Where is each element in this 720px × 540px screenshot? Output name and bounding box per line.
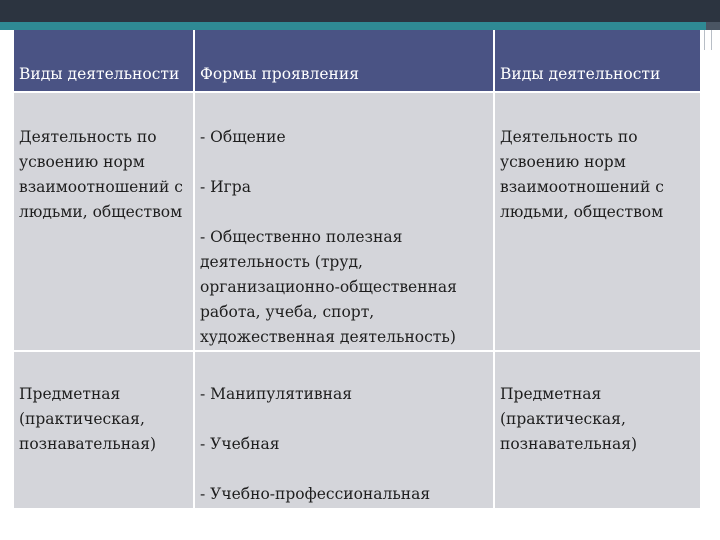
row1-forms: [194, 92, 494, 351]
form-item: - Общение: [200, 128, 286, 146]
header-activity-types: Виды деятельности: [14, 30, 194, 92]
row2-activity-type-2: [494, 351, 700, 509]
table-row: [14, 92, 700, 351]
form-item: - Учебная: [200, 435, 280, 453]
cell-text: взаимоотношений с: [500, 178, 664, 196]
activity-table: [14, 30, 700, 510]
header-forms: Формы проявления: [194, 30, 494, 92]
cell-text: Деятельность по: [500, 128, 638, 146]
top-accent-corner: [706, 22, 720, 30]
cell-text: взаимоотношений с: [19, 178, 183, 196]
corner-decoration: [704, 30, 720, 50]
row2-activity-type: [14, 351, 194, 509]
row1-activity-type-2: [494, 92, 700, 351]
table-header-row: [14, 30, 700, 92]
cell-text: Деятельность по: [19, 128, 157, 146]
top-decorative-band: [0, 0, 720, 22]
cell-text: Предметная: [19, 385, 121, 403]
cell-text: (практическая,: [500, 410, 626, 428]
cell-text: (практическая,: [19, 410, 145, 428]
cell-text: людьми, обществом: [19, 203, 183, 221]
form-item: - Игра: [200, 178, 251, 196]
header-activity-types-2: Виды деятельности: [494, 30, 700, 92]
table-row: [14, 351, 700, 509]
form-item: - Учебно-профессиональная: [200, 485, 431, 503]
cell-text: познавательная): [500, 435, 638, 453]
row2-forms: [194, 351, 494, 509]
cell-text: Предметная: [500, 385, 602, 403]
form-item: - Общественно полезная деятельность (труд, организационно-общественная работа, учеба, спорт, художественная деятельность): [200, 228, 457, 346]
cell-text: усвоению норм: [19, 153, 145, 171]
top-accent-bar: [0, 22, 706, 30]
row1-activity-type: [14, 92, 194, 351]
form-item: - Манипулятивная: [200, 385, 352, 403]
cell-text: усвоению норм: [500, 153, 626, 171]
cell-text: познавательная): [19, 435, 157, 453]
cell-text: людьми, обществом: [500, 203, 664, 221]
